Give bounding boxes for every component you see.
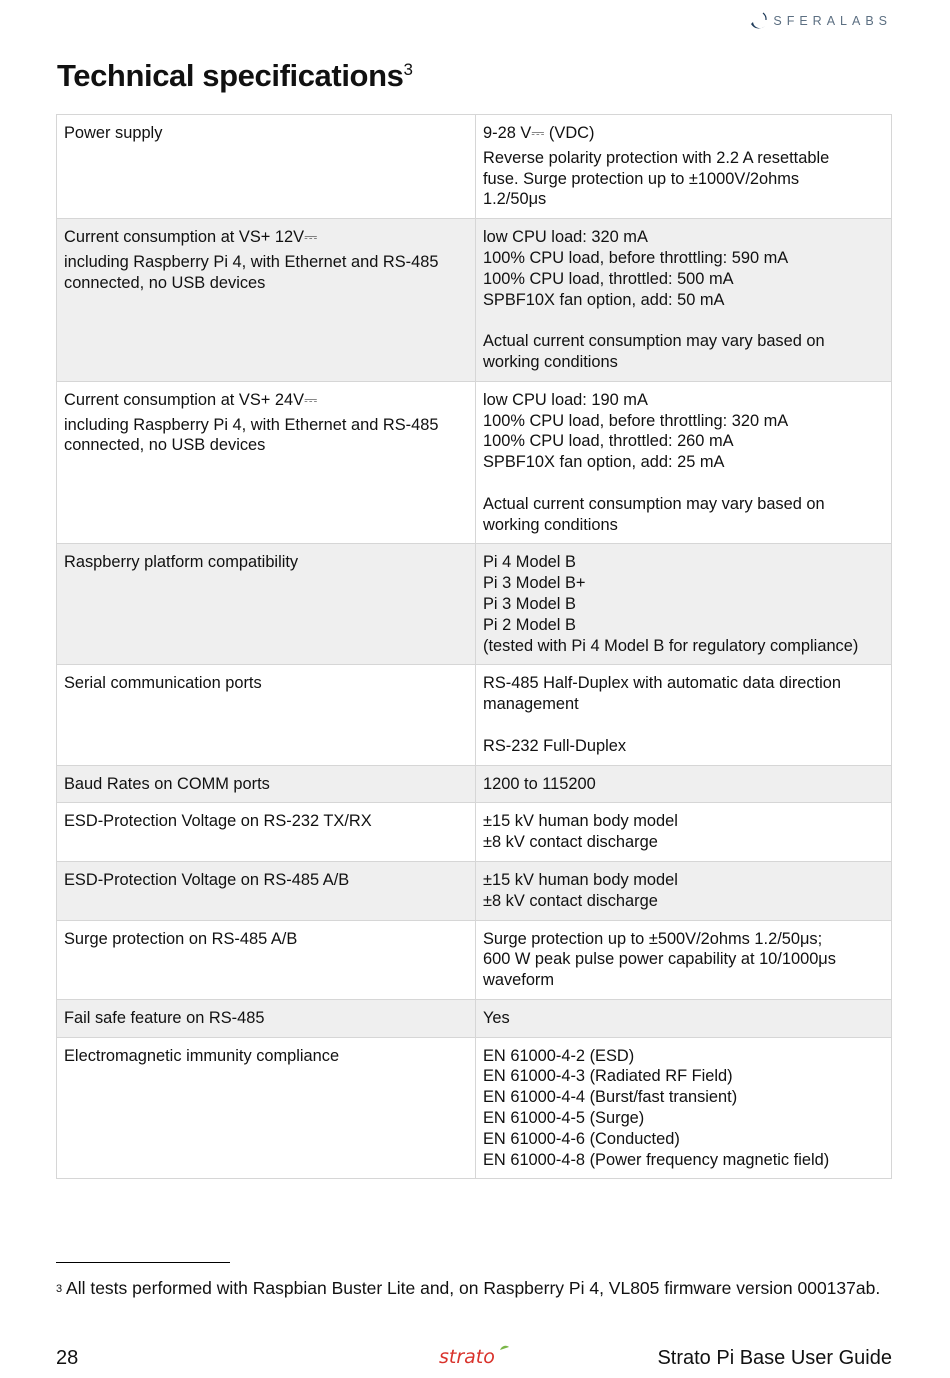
spec-value-line: fuse. Surge protection up to ±1000V/2ohms [483, 169, 800, 188]
spec-label-line: Electromagnetic immunity compliance [64, 1046, 340, 1065]
spec-value-line: management [483, 695, 579, 714]
spec-label-cell [57, 544, 476, 665]
spec-value-line: low CPU load: 190 mA [483, 390, 648, 409]
spec-value-line [483, 310, 884, 331]
spec-value-line: 100% CPU load, before throttling: 320 mA [483, 411, 789, 430]
spec-label-line: Raspberry platform compatibility [64, 553, 299, 572]
spec-row [57, 381, 892, 544]
spec-value-line: RS-485 Half-Duplex with automatic data direction [483, 674, 842, 693]
brand-name: SFERALABS [773, 14, 892, 28]
spec-label-cell [57, 999, 476, 1037]
spec-value-line: Pi 3 Model B+ [483, 574, 586, 593]
spec-value-line: EN 61000-4-2 (ESD) [483, 1046, 635, 1065]
spec-value-cell [476, 920, 892, 999]
spec-value-line: ±8 kV contact discharge [483, 891, 658, 910]
spec-label-cell [57, 765, 476, 803]
spec-value-line: EN 61000-4-6 (Conducted) [483, 1129, 680, 1148]
spec-label-line: Current consumption at VS+ 24V⎓ [64, 390, 318, 409]
spec-value-cell [476, 803, 892, 862]
spec-value-line: Actual current consumption may vary based on [483, 494, 825, 513]
spec-row [57, 999, 892, 1037]
spec-value-line: working conditions [483, 352, 618, 371]
spec-value-line: (tested with Pi 4 Model B for regulatory compliance) [483, 636, 859, 655]
spec-value-cell [476, 1037, 892, 1179]
spec-label-line: connected, no USB devices [64, 436, 266, 455]
sferalabs-logo [747, 10, 892, 32]
spec-value-line: EN 61000-4-5 (Surge) [483, 1109, 645, 1128]
spec-label-line: connected, no USB devices [64, 273, 266, 292]
spec-label-line: Power supply [64, 124, 163, 142]
spec-label-line: including Raspberry Pi 4, with Ethernet and RS-485 [64, 415, 439, 434]
spec-value-line [483, 473, 884, 494]
spec-label-cell [57, 803, 476, 862]
spec-value-line: SPBF10X fan option, add: 50 mA [483, 290, 725, 309]
spec-value-line: EN 61000-4-4 (Burst/fast transient) [483, 1088, 738, 1107]
spec-row [57, 1037, 892, 1179]
spec-value-line: 100% CPU load, before throttling: 590 mA [483, 248, 789, 267]
leaf-icon [500, 1346, 509, 1350]
spec-label-cell [57, 861, 476, 920]
spec-value-line: EN 61000-4-3 (Radiated RF Field) [483, 1067, 733, 1086]
spec-value-cell [476, 544, 892, 665]
spec-label-line: Serial communication ports [64, 674, 262, 693]
spec-value-line: 1.2/50μs [483, 190, 547, 209]
spec-value-line: Yes [483, 1008, 510, 1027]
spec-value-line: 100% CPU load, throttled: 500 mA [483, 269, 734, 288]
footnote [56, 1277, 896, 1299]
spec-value-line: SPBF10X fan option, add: 25 mA [483, 453, 725, 472]
spec-label-line: Baud Rates on COMM ports [64, 774, 270, 793]
spec-label-line: including Raspberry Pi 4, with Ethernet and RS-485 [64, 252, 439, 271]
spec-value-line: 1200 to 115200 [483, 774, 596, 793]
strato-logo-text: strato [439, 1346, 495, 1368]
spec-label-cell [57, 1037, 476, 1179]
spec-value-line: working conditions [483, 515, 618, 534]
spec-value-cell [476, 219, 892, 382]
spec-label-cell [57, 665, 476, 765]
spec-value-line: 600 W peak pulse power capability at 10/1000μs [483, 950, 836, 969]
spec-value-line: 100% CPU load, throttled: 260 mA [483, 432, 734, 451]
footnote-text: All tests performed with Raspbian Buster Lite and, on Raspberry Pi 4, VL805 firmware version 000137ab. [66, 1278, 881, 1298]
title-footnote-ref: 3 [403, 60, 413, 79]
footnote-ref: 3 [56, 1283, 63, 1295]
spec-row [57, 765, 892, 803]
spec-row [57, 861, 892, 920]
spec-label-line: Surge protection on RS-485 A/B [64, 929, 298, 948]
spec-value-line: 9-28 V⎓ (VDC) [483, 124, 595, 142]
spec-value-line: ±8 kV contact discharge [483, 833, 658, 852]
spec-label-cell [57, 115, 476, 219]
strato-logo [438, 1343, 512, 1369]
spec-value-cell [476, 861, 892, 920]
spec-label-line: Current consumption at VS+ 12V⎓ [64, 228, 318, 247]
document-title: Strato Pi Base User Guide [657, 1347, 892, 1369]
spec-row [57, 544, 892, 665]
spec-value-cell [476, 381, 892, 544]
spec-value-line: Pi 4 Model B [483, 553, 576, 572]
spec-value-line: low CPU load: 320 mA [483, 228, 648, 247]
spec-value-line [483, 715, 884, 736]
spec-label-line: ESD-Protection Voltage on RS-485 A/B [64, 870, 350, 889]
spec-row [57, 803, 892, 862]
spec-value-cell [476, 999, 892, 1037]
spec-table [56, 114, 892, 1179]
spec-value-line: ±15 kV human body model [483, 870, 678, 889]
spec-label-cell [57, 219, 476, 382]
spec-value-line: ±15 kV human body model [483, 812, 678, 831]
spec-value-cell [476, 115, 892, 219]
spec-value-line: Surge protection up to ±500V/2ohms 1.2/50μs; [483, 929, 823, 948]
spec-row [57, 920, 892, 999]
page-title-text: Technical specifications [57, 58, 404, 93]
spec-value-line: RS-232 Full-Duplex [483, 736, 627, 755]
spec-label-line: ESD-Protection Voltage on RS-232 TX/RX [64, 812, 372, 831]
spec-value-line: waveform [483, 971, 555, 990]
crescent-logo-icon [747, 10, 769, 32]
page-title [57, 58, 413, 94]
spec-row [57, 219, 892, 382]
spec-label-cell [57, 381, 476, 544]
spec-row [57, 115, 892, 219]
spec-value-line: Pi 2 Model B [483, 615, 576, 634]
page-number: 28 [56, 1347, 79, 1369]
spec-row [57, 665, 892, 765]
spec-value-line: Pi 3 Model B [483, 594, 576, 613]
spec-label-cell [57, 920, 476, 999]
spec-label-line: Fail safe feature on RS-485 [64, 1008, 265, 1027]
spec-value-line: Actual current consumption may vary based on [483, 332, 825, 351]
footnote-divider [56, 1262, 230, 1263]
spec-value-cell [476, 665, 892, 765]
spec-value-line: Reverse polarity protection with 2.2 A resettable [483, 148, 830, 167]
spec-value-line: EN 61000-4-8 (Power frequency magnetic field) [483, 1150, 830, 1169]
spec-value-cell [476, 765, 892, 803]
